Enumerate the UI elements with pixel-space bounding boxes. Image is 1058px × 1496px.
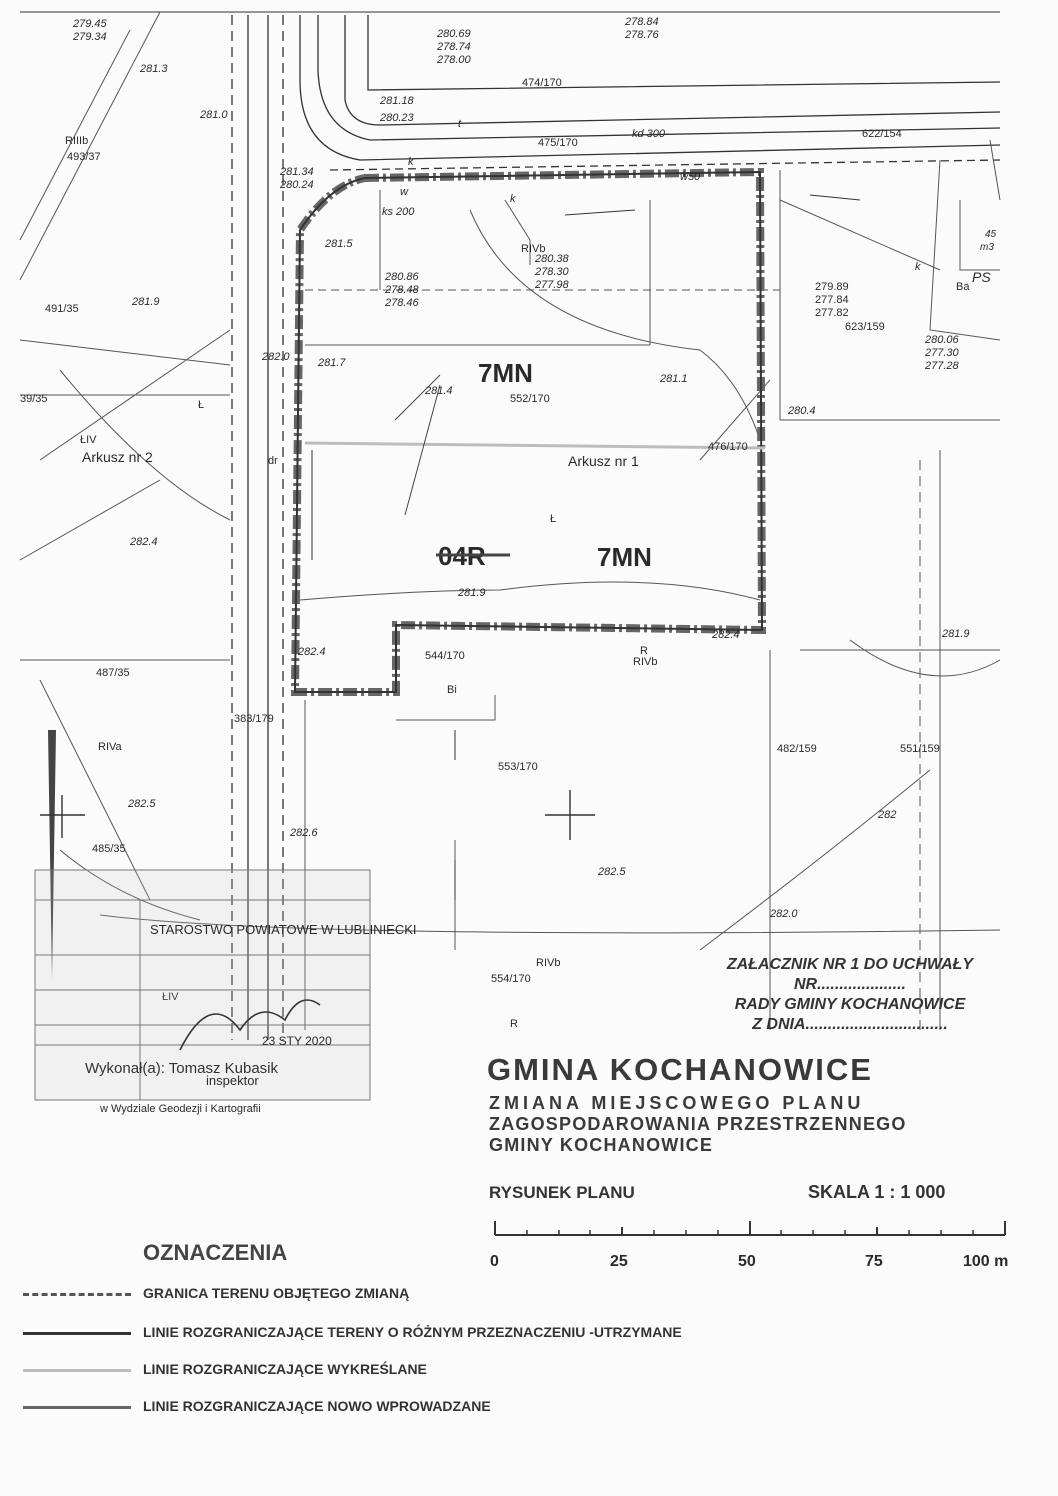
legend-item-change-boundary <box>23 1284 843 1304</box>
level-value: 278.76 <box>625 29 659 41</box>
scale-bar <box>480 1215 1040 1275</box>
land-class: Bi <box>447 684 457 696</box>
dash-dot-line-icon <box>23 1293 131 1296</box>
elevation: 280.23 <box>380 112 414 124</box>
elevation: 282.4 <box>130 536 158 548</box>
annex-line: RADY GMINY KOCHANOWICE <box>734 996 966 1013</box>
level-value: 277.84 <box>815 294 849 306</box>
elevation: 281.4 <box>425 385 453 397</box>
level-value: 277.82 <box>815 307 849 319</box>
elevation: 282.4 <box>298 646 326 658</box>
scale-tick-label: 25 <box>610 1253 628 1270</box>
annex-line: ZAŁACZNIK NR 1 DO UCHWAŁY <box>726 956 974 973</box>
level-value: 278.84 <box>625 16 659 28</box>
land-class: Ł <box>198 399 205 411</box>
stamp-department: w Wydziale Geodezji i Kartografii <box>100 1103 261 1115</box>
utility-label: 45 <box>985 229 997 240</box>
stamp-executed-by: Wykonał(a): Tomasz Kubasik <box>85 1060 278 1077</box>
scale-tick-label: 0 <box>490 1253 499 1270</box>
subtitle-line: ZAGOSPODAROWANIA PRZESTRZENNEGO <box>489 1114 907 1134</box>
elevation: 282.0 <box>262 351 290 363</box>
level-value: 280.69 <box>437 28 471 40</box>
scale-tick-label: 100 m <box>963 1253 1009 1270</box>
land-class: Ł <box>550 513 557 525</box>
legend-label: LINIE ROZGRANICZAJĄCE NOWO WPROWADZANE <box>143 1398 491 1414</box>
annex-line: NR.................... <box>793 976 906 993</box>
elevation: 281.34 <box>280 166 314 178</box>
elevation: 281.9 <box>942 628 970 640</box>
parcel-number: 487/35 <box>96 667 130 679</box>
land-class: PS <box>972 269 991 285</box>
light-line-icon <box>23 1369 131 1372</box>
elevation: 281.1 <box>660 373 688 385</box>
annex-block <box>690 955 1010 1035</box>
parcel-number: 544/170 <box>425 650 465 662</box>
zone-label-04r-struck: 04R <box>438 541 486 571</box>
parcel-number: 623/159 <box>845 321 885 333</box>
stamp-institution: STAROSTWO POWIATOWE W LUBLINIECKI <box>150 922 417 937</box>
elevation: 281.0 <box>200 109 228 121</box>
parcel-number: 553/170 <box>498 761 538 773</box>
land-class: RIIIb <box>65 135 89 147</box>
legend-item-kept-lines <box>23 1323 843 1343</box>
gray-line-icon <box>23 1406 131 1409</box>
level-value: 279.34 <box>73 31 107 43</box>
utility-label: w50 <box>680 171 701 183</box>
drawing-label: RYSUNEK PLANU <box>489 1183 635 1202</box>
level-value: 279.45 <box>73 18 107 30</box>
utility-label: kd 300 <box>632 128 666 140</box>
elevation: 281.5 <box>325 238 353 250</box>
parcel-number: 622/154 <box>862 128 902 140</box>
level-value: 278.48 <box>385 284 419 296</box>
level-value: 278.46 <box>385 297 419 309</box>
sheet-label-2: Arkusz nr 2 <box>82 449 153 465</box>
level-value: 278.00 <box>437 54 471 66</box>
land-class: dr <box>268 455 278 467</box>
level-value: 277.98 <box>535 279 569 291</box>
land-class: ŁIV <box>80 434 97 446</box>
level-value: 280.86 <box>385 271 419 283</box>
elevation: 281.18 <box>380 95 414 107</box>
parcel-number: 493/37 <box>67 151 101 163</box>
elevation: 282.0 <box>770 908 798 920</box>
utility-label: w <box>400 186 408 198</box>
level-value: 280.06 <box>925 334 959 346</box>
removed-line <box>305 443 765 448</box>
subtitle-line: GMINY KOCHANOWICE <box>489 1135 714 1155</box>
level-value: 278.30 <box>535 266 569 278</box>
grid-cross <box>545 790 595 840</box>
elevation: 281.9 <box>458 587 486 599</box>
elevation: 282.4 <box>712 629 740 641</box>
parcel-number: 482/159 <box>777 743 817 755</box>
legend-label: LINIE ROZGRANICZAJĄCE WYKREŚLANE <box>143 1361 427 1377</box>
utility-label: k <box>408 156 414 168</box>
level-value: 277.28 <box>925 360 959 372</box>
parcel-number: 551/159 <box>900 743 940 755</box>
utility-label: k <box>915 261 921 273</box>
legend-label: LINIE ROZGRANICZAJĄCE TERENY O RÓŻNYM PRZEZNACZENIU -UTRZYMANE <box>143 1324 682 1340</box>
annex-line: Z DNIA................................ <box>752 1016 948 1033</box>
zone-label-7mn-upper: 7MN <box>478 358 533 388</box>
parcel-number: 475/170 <box>538 137 578 149</box>
level-value: 280.38 <box>535 253 569 265</box>
parcel-number: 485/35 <box>92 843 126 855</box>
elevation: 281.3 <box>140 63 168 75</box>
parcel-number: 474/170 <box>522 77 562 89</box>
parcel-number: 552/170 <box>510 393 550 405</box>
scale-tick-label: 75 <box>865 1253 883 1270</box>
utility-label: m3 <box>980 242 994 253</box>
elevation: 280.4 <box>788 405 816 417</box>
plan-subtitle <box>489 1093 907 1156</box>
level-value: 279.89 <box>815 281 849 293</box>
legend-label: GRANICA TERENU OBJĘTEGO ZMIANĄ <box>143 1285 410 1301</box>
land-class: RIVb <box>536 957 561 969</box>
stamp-date: 23 STY 2020 <box>262 1034 332 1048</box>
elevation: 282.5 <box>128 798 156 810</box>
elevation: 282.6 <box>290 827 318 839</box>
utility-label: t <box>458 118 462 130</box>
stamp-position: inspektor <box>206 1073 259 1088</box>
parcel-number: 476/170 <box>708 441 748 453</box>
elevation: 282 <box>878 809 897 821</box>
scale-label: SKALA 1 : 1 000 <box>808 1182 946 1202</box>
gmina-title: GMINA KOCHANOWICE <box>487 1052 873 1087</box>
subtitle-line: ZMIANA MIEJSCOWEGO PLANU <box>489 1093 865 1113</box>
zone-label-7mn-lower: 7MN <box>597 542 652 572</box>
scale-tick-label: 50 <box>738 1253 756 1270</box>
solid-line-icon <box>23 1332 131 1335</box>
elevation: 281.7 <box>318 357 346 369</box>
land-class: R <box>640 645 648 657</box>
parcel-number: 554/170 <box>491 973 531 985</box>
elevation: 280.24 <box>280 179 314 191</box>
legend-item-new-lines <box>23 1397 843 1417</box>
level-value: 278.74 <box>437 41 471 53</box>
legend-item-removed-lines <box>23 1360 843 1380</box>
level-value: 277.30 <box>925 347 959 359</box>
utility-label: k <box>510 193 516 205</box>
land-class: RIVb <box>521 243 546 255</box>
land-class: Ba <box>956 281 970 293</box>
land-class: RIVb <box>633 656 658 668</box>
elevation: 282.5 <box>598 866 626 878</box>
legend-title: OZNACZENIA <box>143 1240 288 1265</box>
land-class: RIVa <box>98 741 122 753</box>
utility-label: ks 200 <box>382 206 415 218</box>
sheet-label-1: Arkusz nr 1 <box>568 453 639 469</box>
parcel-number: 383/179 <box>234 713 274 725</box>
parcel-number: 491/35 <box>45 303 79 315</box>
elevation: 281.9 <box>132 296 160 308</box>
land-class: R <box>510 1018 518 1030</box>
parcel-number: 39/35 <box>20 393 48 405</box>
